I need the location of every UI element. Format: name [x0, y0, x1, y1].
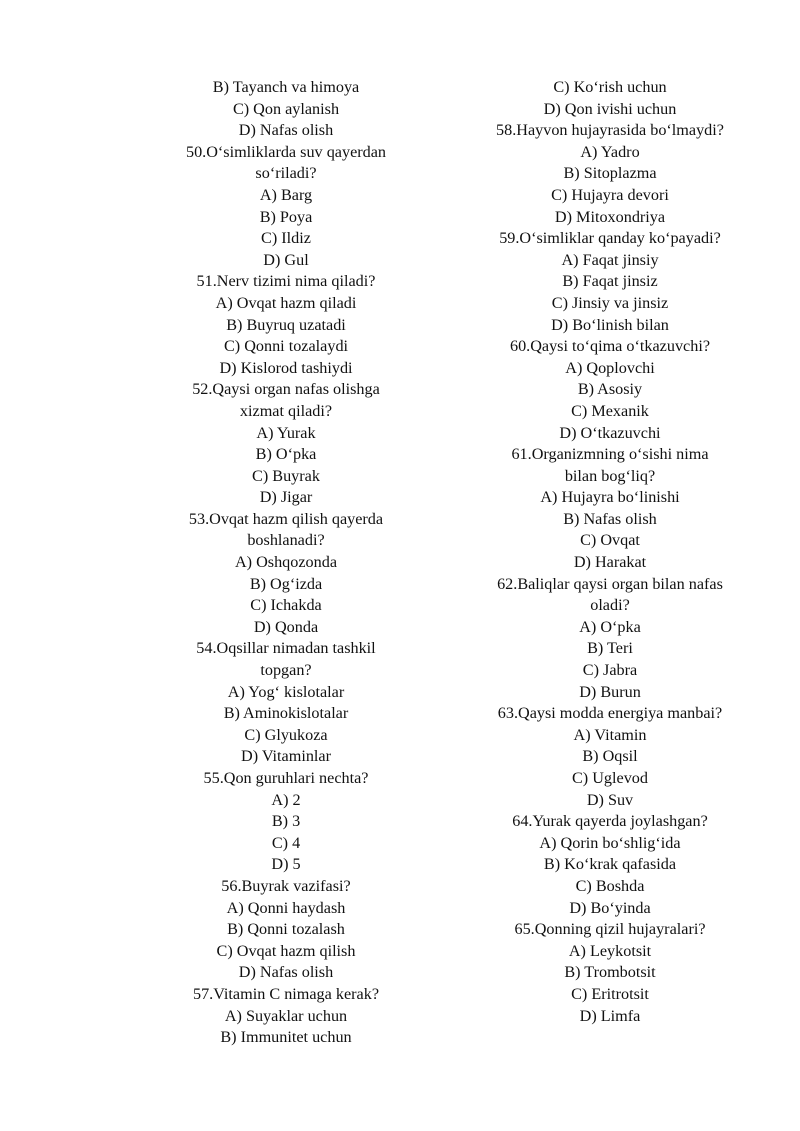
answer-option: A) Leykotsit: [568, 941, 652, 960]
question-text-continued: so‘riladi?: [255, 164, 317, 183]
question-text: 55.Qon guruhlari nechta?: [203, 769, 369, 787]
answer-option: A) Vitamin: [573, 725, 647, 744]
question-text: 61.Organizmning o‘sishi nima: [511, 445, 709, 464]
answer-option: B) Oqsil: [582, 747, 638, 766]
answer-option: D) Bo‘linish bilan: [551, 315, 669, 334]
answer-option: A) Faqat jinsiy: [561, 250, 659, 269]
answer-option: A) Qoplovchi: [565, 358, 655, 377]
question-text: 60.Qaysi to‘qima o‘tkazuvchi?: [509, 337, 711, 356]
answer-option: B) Poya: [259, 207, 313, 226]
answer-option: B) Tayanch va himoya: [212, 78, 360, 96]
answer-option: B) Asosiy: [577, 380, 643, 399]
question-text-continued: xizmat qiladi?: [239, 401, 333, 420]
answer-option: D) O‘tkazuvchi: [559, 423, 661, 442]
answer-option: B) Ko‘krak qafasida: [543, 855, 677, 874]
question-text: 53.Ovqat hazm qilish qayerda: [188, 509, 384, 528]
question-text: 59.O‘simliklar qanday ko‘payadi?: [499, 229, 721, 248]
answer-option: A) Yog‘ kislotalar: [227, 682, 345, 701]
answer-option: C) 4: [271, 833, 301, 852]
question-text-continued: boshlanadi?: [247, 531, 325, 550]
answer-option: A) Qorin bo‘shlig‘ida: [539, 833, 681, 852]
answer-option: D) Burun: [579, 682, 641, 701]
answer-option: A) Qonni haydash: [226, 898, 346, 917]
answer-option: B) Og‘izda: [249, 574, 323, 593]
question-text-continued: bilan bog‘liq?: [564, 466, 656, 485]
answer-option: A) Oshqozonda: [234, 553, 338, 572]
question-text: 50.O‘simliklarda suv qayerdan: [185, 142, 387, 161]
answer-option: A) Ovqat hazm qiladi: [215, 293, 357, 312]
answer-option: D) Harakat: [573, 553, 647, 572]
question-text-continued: topgan?: [260, 661, 312, 680]
answer-option: D) Bo‘yinda: [569, 898, 651, 917]
answer-option: D) Vitaminlar: [241, 747, 331, 766]
answer-option: C) Qon aylanish: [232, 99, 340, 118]
question-text: 65.Qonning qizil hujayralari?: [514, 920, 706, 939]
answer-option: C) Eritrotsit: [571, 984, 649, 1003]
question-text: 52.Qaysi organ nafas olishga: [192, 380, 380, 399]
answer-option: D) Qonda: [253, 617, 319, 636]
question-text-continued: oladi?: [590, 596, 630, 615]
question-text: 64.Yurak qayerda joylashgan?: [512, 812, 708, 831]
answer-option: D) Suv: [586, 790, 634, 809]
answer-option: A) Suyaklar uchun: [224, 1006, 348, 1025]
answer-option: D) Mitoxondriya: [554, 207, 666, 226]
answer-option: D) Kislorod tashiydi: [219, 358, 353, 377]
question-text: 58.Hayvon hujayrasida bo‘lmaydi?: [496, 121, 724, 140]
answer-option: C) Qonni tozalaydi: [223, 337, 349, 356]
answer-option: D) Jigar: [259, 488, 313, 507]
question-text: 56.Buyrak vazifasi?: [221, 876, 351, 895]
answer-option: B) Trombotsit: [564, 963, 656, 982]
answer-option: C) Buyrak: [252, 466, 320, 485]
question-text: 62.Baliqlar qaysi organ bilan nafas: [497, 574, 723, 593]
answer-option: C) Jinsiy va jinsiz: [551, 293, 669, 312]
answer-option: B) Teri: [587, 639, 633, 658]
answer-option: A) Barg: [259, 185, 313, 204]
answer-option: C) Glyukoza: [244, 725, 328, 744]
answer-option: B) Faqat jinsiz: [562, 272, 658, 291]
question-text: 57.Vitamin C nimaga kerak?: [192, 984, 380, 1003]
answer-option: C) Hujayra devori: [551, 185, 669, 204]
right-column: [452, 77, 768, 1027]
answer-option: A) Yadro: [580, 142, 640, 161]
answer-option: B) 3: [271, 812, 301, 831]
question-text: 63.Qaysi modda energiya manbai?: [497, 704, 723, 723]
answer-option: D) Nafas olish: [238, 121, 334, 140]
answer-option: D) 5: [271, 855, 301, 874]
answer-option: D) Limfa: [579, 1006, 641, 1025]
answer-option: C) Mexanik: [571, 401, 649, 420]
answer-option: C) Ko‘rish uchun: [553, 78, 667, 96]
answer-option: C) Boshda: [575, 876, 645, 895]
answer-option: B) Immunitet uchun: [220, 1028, 352, 1047]
question-text: 54.Oqsillar nimadan tashkil: [196, 639, 376, 658]
answer-option: D) Qon ivishi uchun: [543, 99, 677, 118]
answer-option: C) Jabra: [582, 661, 638, 680]
answer-option: A) O‘pka: [579, 617, 641, 636]
answer-option: B) Buyruq uzatadi: [226, 315, 346, 334]
answer-option: B) O‘pka: [255, 445, 317, 464]
answer-option: B) Qonni tozalash: [227, 920, 345, 939]
answer-option: A) Hujayra bo‘linishi: [540, 488, 680, 507]
answer-option: D) Gul: [263, 250, 309, 269]
left-column: [124, 77, 448, 1049]
question-text: 51.Nerv tizimi nima qiladi?: [196, 272, 376, 291]
answer-option: B) Nafas olish: [563, 509, 657, 528]
answer-option: C) Ovqat hazm qilish: [216, 941, 356, 960]
answer-option: B) Sitoplazma: [563, 164, 657, 183]
answer-option: C) Uglevod: [572, 769, 648, 787]
answer-option: C) Ichakda: [250, 596, 322, 615]
answer-option: C) Ildiz: [261, 229, 311, 248]
answer-option: D) Nafas olish: [238, 963, 334, 982]
answer-option: A) Yurak: [256, 423, 316, 442]
answer-option: A) 2: [271, 790, 301, 809]
answer-option: B) Aminokislotalar: [223, 704, 349, 723]
answer-option: C) Ovqat: [580, 531, 640, 550]
